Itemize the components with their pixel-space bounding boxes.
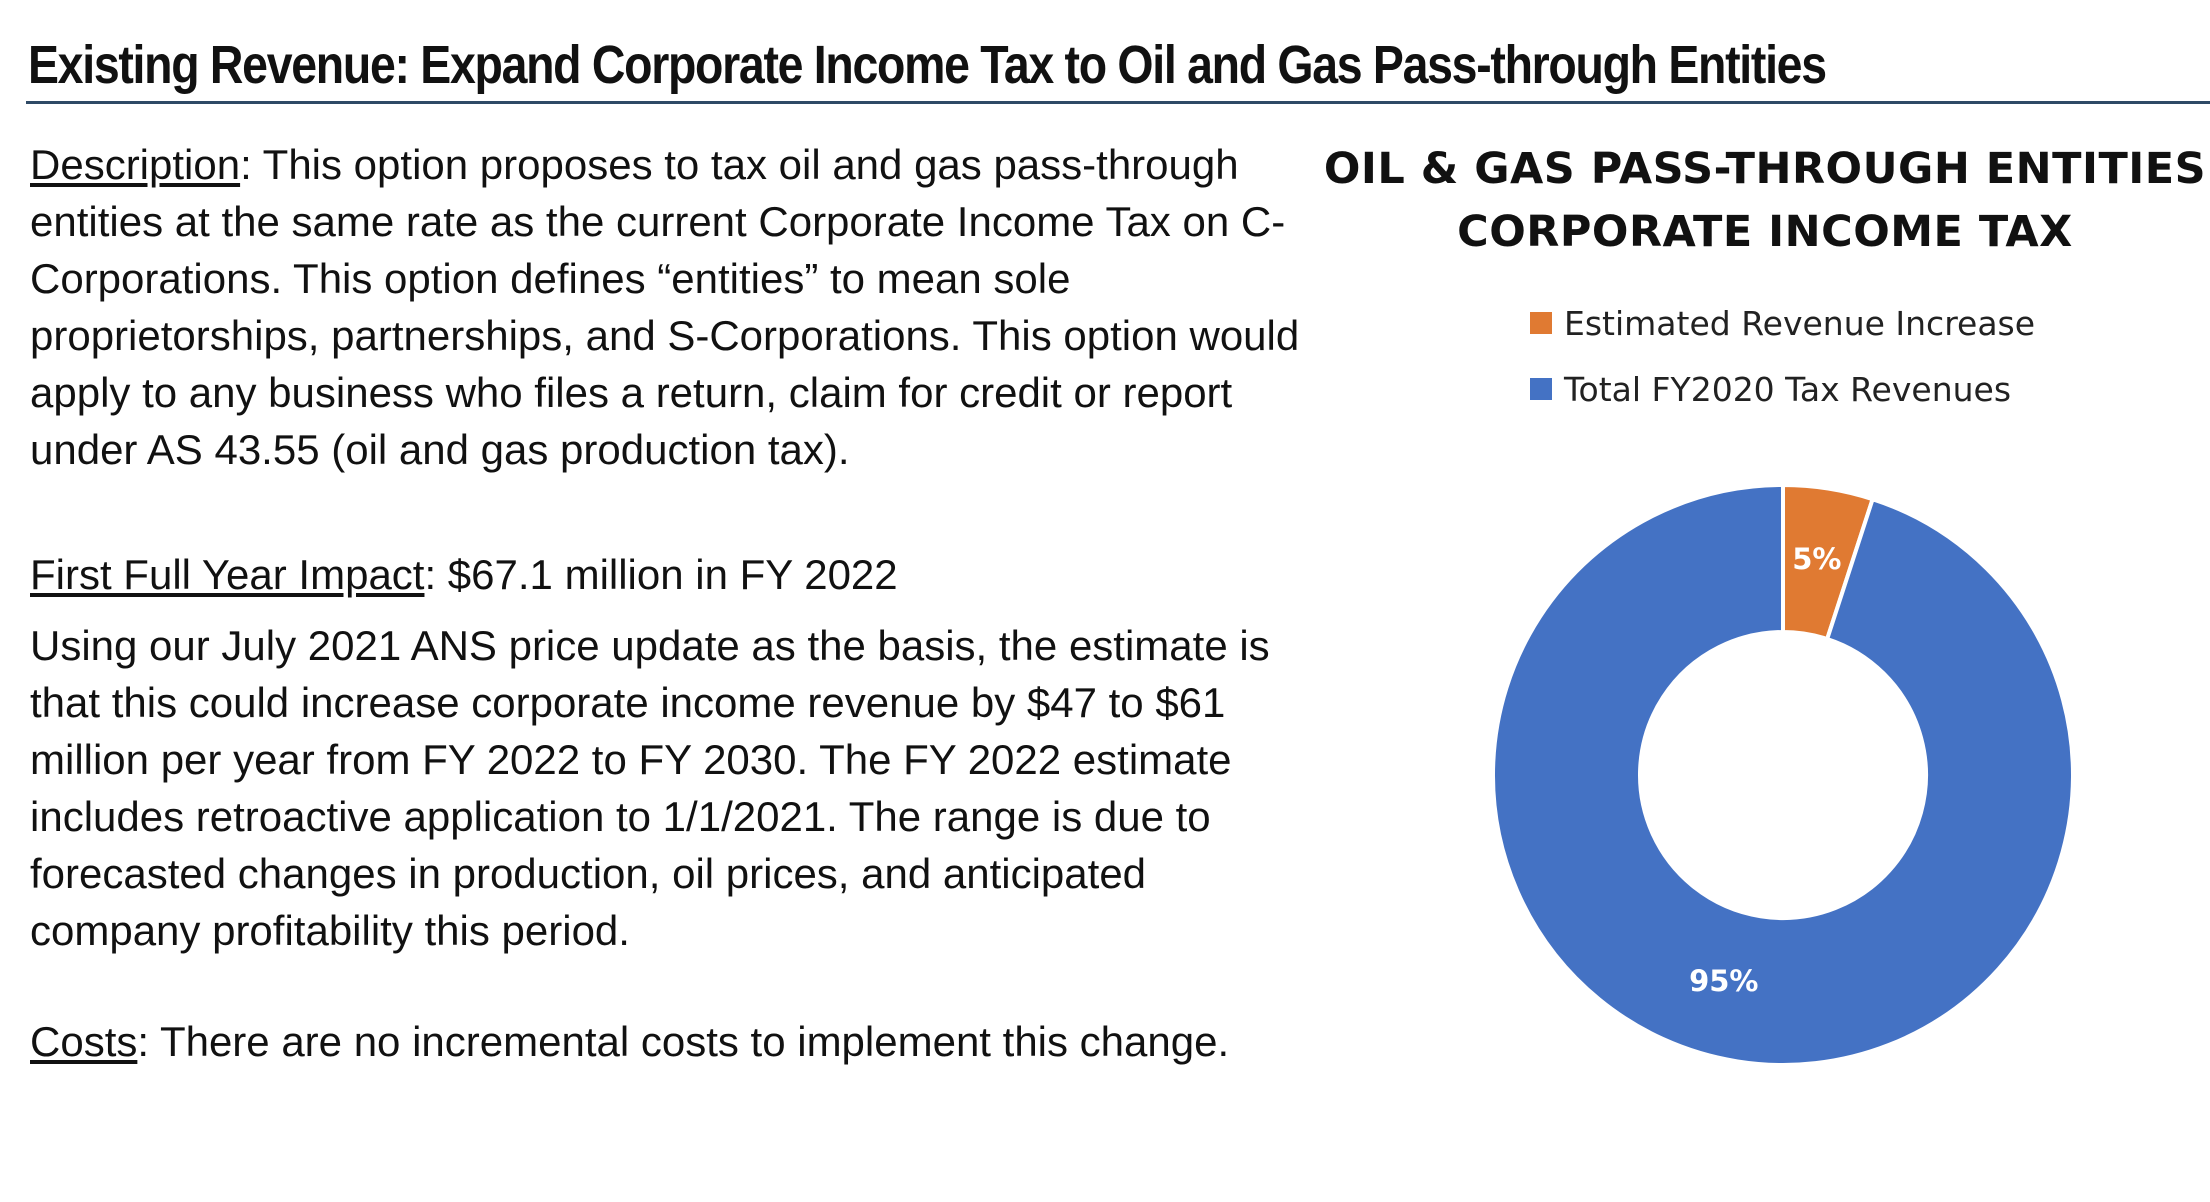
donut-data-label-1: 5%	[1792, 542, 1842, 577]
donut-chart	[1488, 480, 2078, 1070]
chart-title: OIL & GAS PASS-THROUGH ENTITIES CORPORATE INCOME TAX	[1323, 144, 2207, 257]
donut-slice-2	[1493, 485, 2073, 1065]
impact-heading	[30, 546, 1320, 603]
title-divider	[26, 101, 2210, 104]
legend-label-revenue-increase: Estimated Revenue Increase	[1564, 303, 2036, 343]
costs-text: : There are no incremental costs to implement this change.	[137, 1018, 1230, 1065]
page-title: Existing Revenue: Expand Corporate Income Tax to Oil and Gas Pass-through Entities	[28, 35, 1826, 95]
costs-label: Costs	[30, 1018, 138, 1065]
donut-chart-svg	[1488, 480, 2078, 1070]
description-text: : This option proposes to tax oil and gas pass-through entities at the same rate as the current Corporate Income Tax on C-Corporations. This option defines “entities” to mean sole proprietorships, partnerships, and S-Corporations. This option would apply to any business who files a return, claim for credit or report under AS 43.55 (oil and gas production tax).	[30, 141, 1300, 473]
chart-legend	[1530, 290, 2035, 422]
legend-item-total-revenues	[1530, 356, 2035, 422]
description-paragraph	[30, 136, 1320, 478]
legend-swatch-total-revenues	[1530, 378, 1552, 400]
legend-swatch-revenue-increase	[1530, 312, 1552, 334]
impact-paragraph: Using our July 2021 ANS price update as the basis, the estimate is that this could increase corporate income revenue by $47 to $61 million per year from FY 2022 to FY 2030. The FY 2022 estimate includes retroactive application to 1/1/2021. The range is due to forecasted changes in production, oil prices, and anticipated company profitability this period.	[30, 622, 1270, 954]
text-column	[30, 136, 1320, 1070]
costs-paragraph	[30, 1013, 1320, 1070]
impact-value: : $67.1 million in FY 2022	[424, 551, 898, 598]
description-label: Description	[30, 141, 241, 188]
legend-item-revenue-increase	[1530, 290, 2035, 356]
legend-label-total-revenues: Total FY2020 Tax Revenues	[1564, 369, 2012, 409]
impact-label: First Full Year Impact	[30, 551, 425, 598]
donut-data-label-2: 95%	[1689, 964, 1759, 999]
